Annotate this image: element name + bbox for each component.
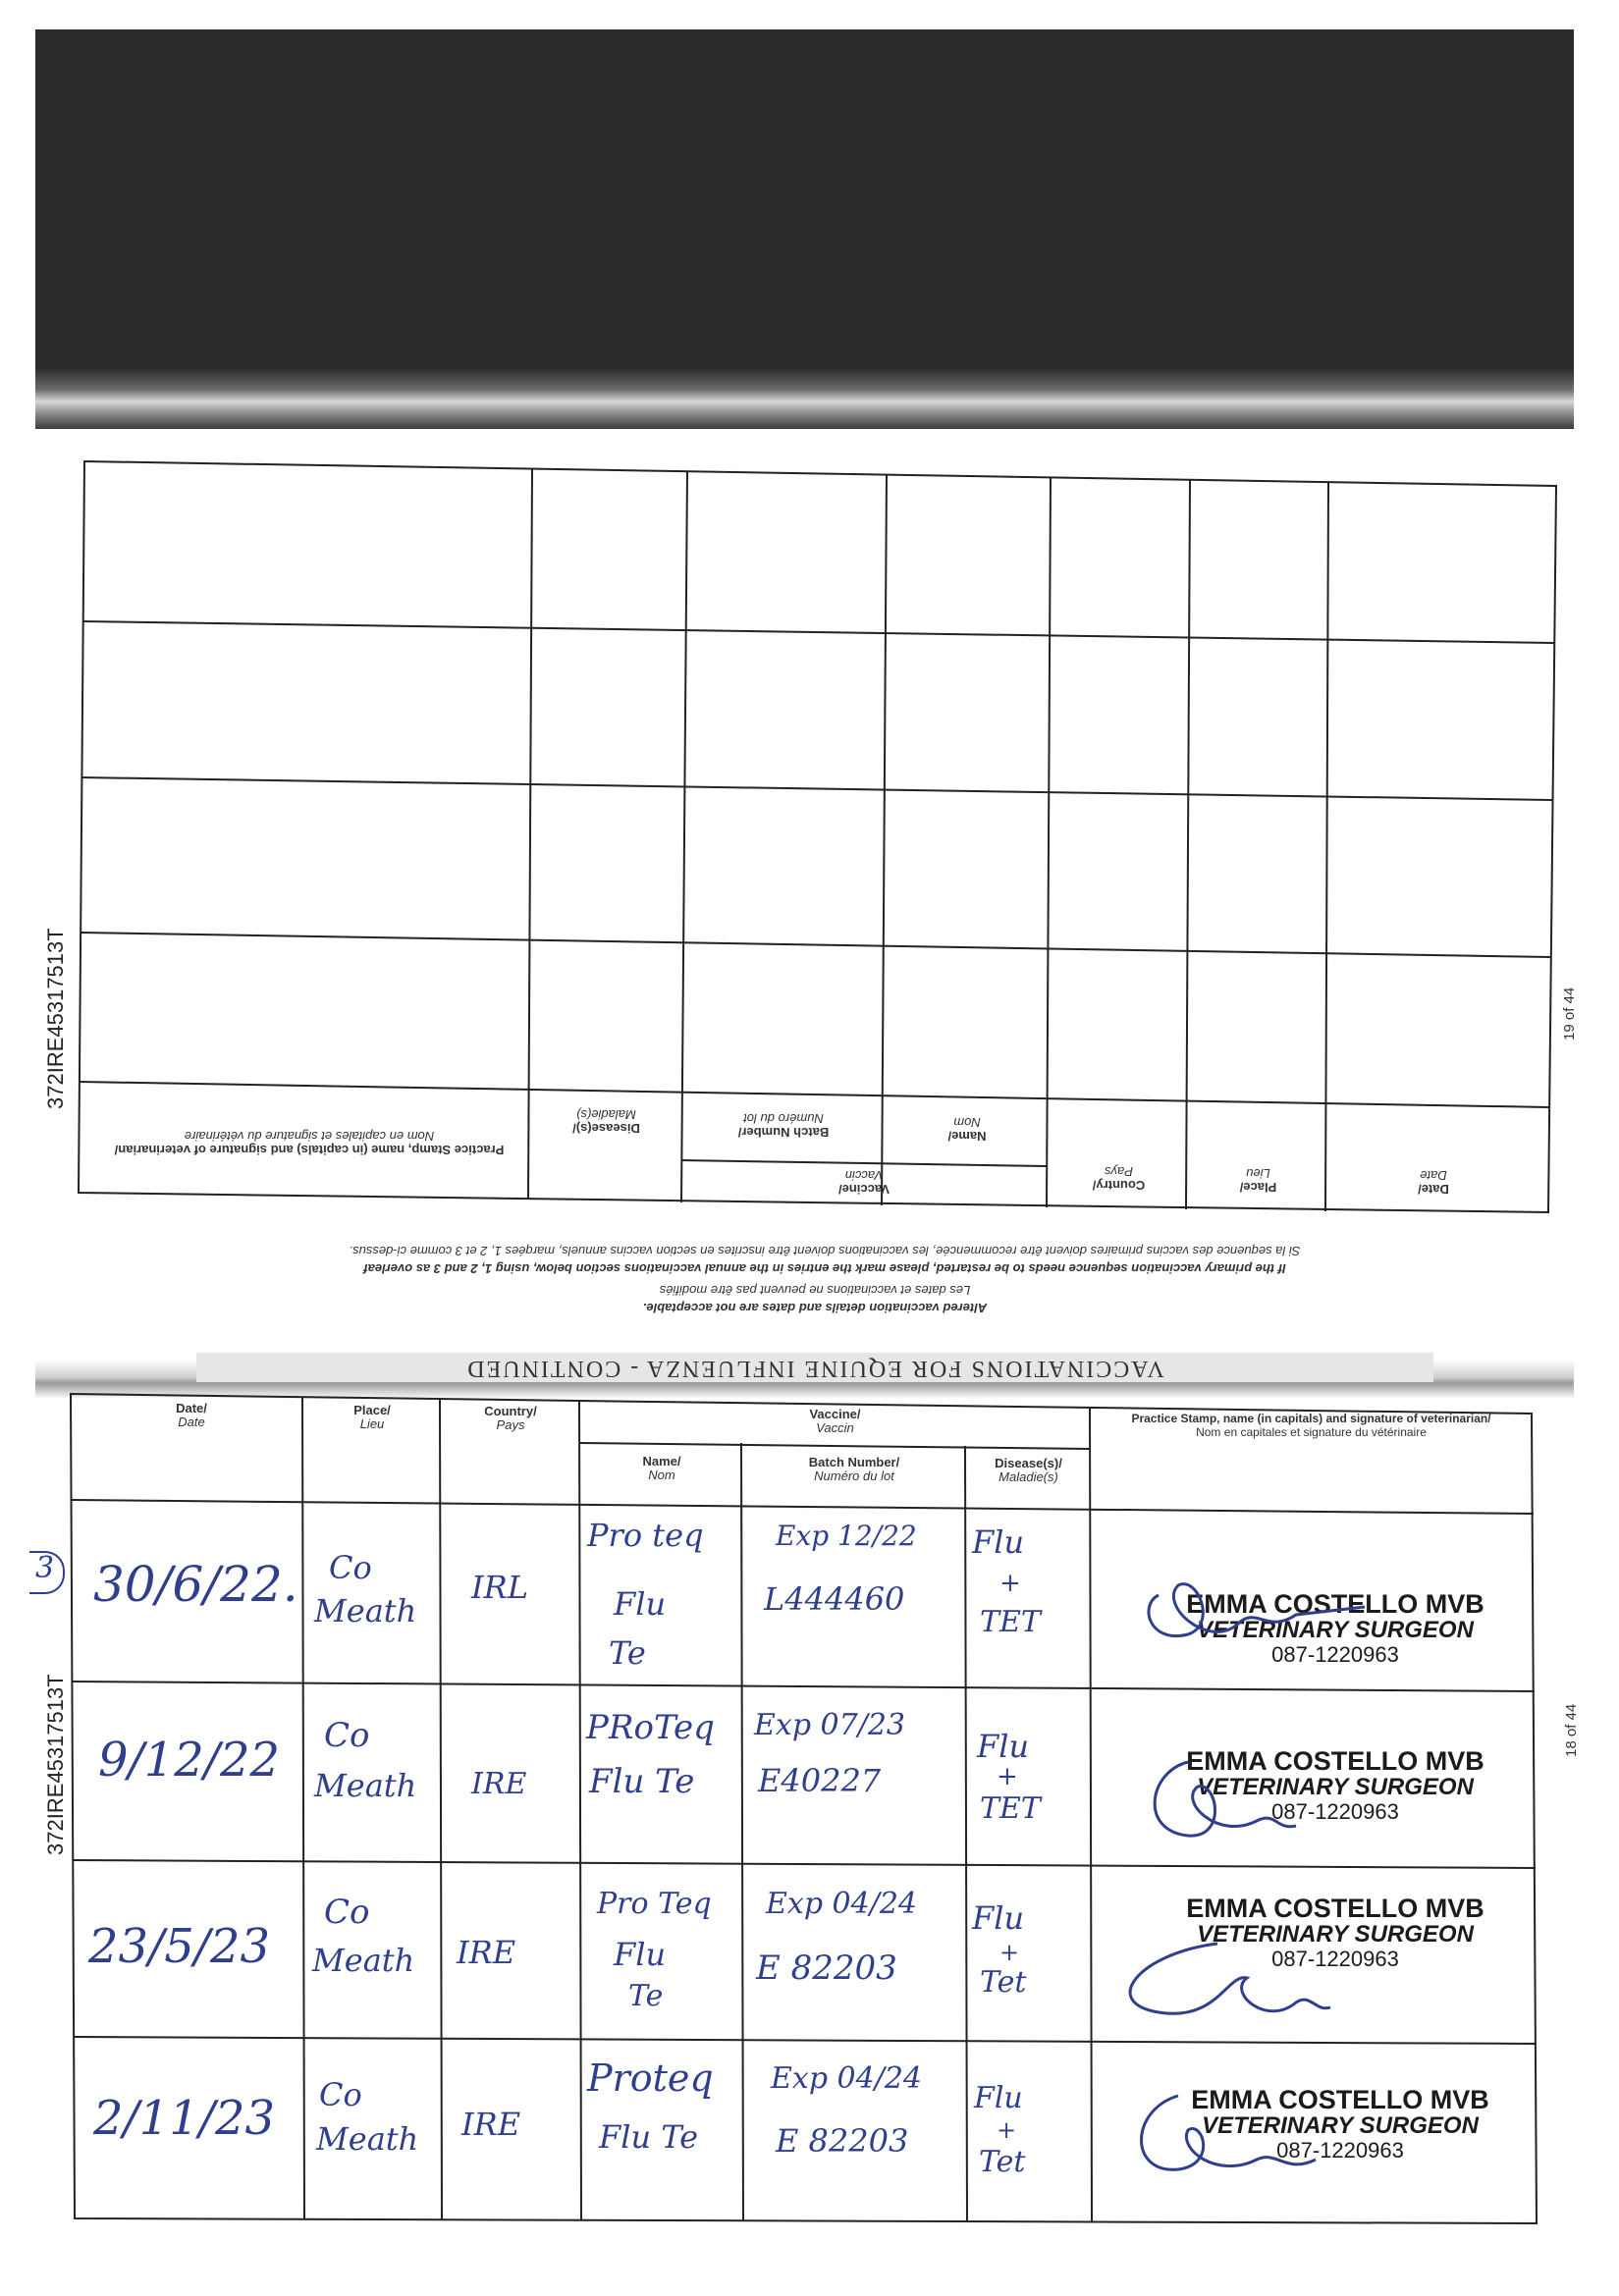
row-batch-expiry: Exp 07/23 [754, 1708, 906, 1742]
row-place-line1: Co [324, 1893, 370, 1932]
header-vaccine: Vaccine/ Vaccin [809, 1407, 861, 1435]
upper-header-batch: Batch Number/ Numéro du lot [737, 1111, 830, 1140]
row-disease-plus: + [999, 1939, 1020, 1966]
row-place-line2: Meath [314, 1767, 417, 1804]
row-country: IRE [457, 1934, 516, 1971]
page-number-upper: 19 of 44 [1561, 987, 1578, 1041]
upper-header-date: Date/ Date [1418, 1168, 1449, 1197]
row-vaccine-name-line2: Flu Te [599, 2118, 699, 2156]
header-batch: Batch Number/ Numéro du lot [808, 1455, 900, 1483]
vet-stamp: EMMA COSTELLO MVB VETERINARY SURGEON 087-1220963 [1186, 1746, 1484, 1824]
header-place: Place/ Lieu [353, 1403, 391, 1431]
row-date: 30/6/22. [93, 1556, 298, 1613]
row-vaccine-name-line1: PRoTeq [586, 1708, 715, 1747]
row-disease-line3: TET [980, 1605, 1041, 1639]
vet-stamp: EMMA COSTELLO MVB VETERINARY SURGEON 087-1220963 [1186, 1589, 1484, 1667]
reference-top: 372IRE45317513T [43, 928, 68, 1109]
vet-signature [1100, 1934, 1335, 2032]
vet-signature [1109, 2081, 1335, 2189]
row-date: 9/12/22 [98, 1733, 281, 1788]
header-disease: Disease(s)/ Maladie(s) [995, 1456, 1062, 1484]
row-country: IRE [461, 2106, 521, 2143]
row-place-line1: Co [324, 1716, 370, 1755]
vet-stamp: EMMA COSTELLO MVB VETERINARY SURGEON 087-1220963 [1186, 1894, 1484, 1971]
row-date: 23/5/23 [88, 1919, 271, 1974]
row-marker: 3 [35, 1551, 55, 1585]
vet-signature [1129, 1556, 1375, 1654]
reference-bottom: 372IRE45317513T [43, 1674, 68, 1855]
row-place-line2: Meath [316, 2120, 419, 2158]
row-batch-number: L444460 [764, 1580, 905, 1618]
row-country: IRL [471, 1569, 528, 1606]
row-disease-line3: TET [980, 1791, 1041, 1826]
row-vaccine-name-line1: Pro Teq [597, 1887, 712, 1921]
header-stamp: Practice Stamp, name (in capitals) and signature of veterinarian/ Nom en capitales et signature du vétérinaire [1131, 1412, 1491, 1439]
row-date: 2/11/23 [93, 2091, 276, 2146]
section-title: VACCINATIONS FOR EQUINE INFLUENZA - CONTINUED [465, 1356, 1164, 1381]
row-disease-plus: + [999, 1569, 1021, 1598]
row-disease-plus: + [997, 1762, 1018, 1791]
row-place-line1: Co [329, 1549, 372, 1586]
row-batch-expiry: Exp 04/24 [771, 2061, 923, 2096]
row-vaccine-name-line3: Te [609, 1634, 646, 1672]
row-vaccine-name-line2: Flu Te [589, 1762, 695, 1801]
upper-altered-note: Altered vaccination details and dates are not acceptable. Les dates et vaccinations ne peuvent pas être modifiés [642, 1283, 988, 1315]
row-disease-plus: + [997, 2116, 1017, 2144]
lower-page [0, 1306, 1619, 2296]
upper-header-place: Place/ Lieu [1239, 1166, 1277, 1195]
row-batch-expiry: Exp 04/24 [766, 1887, 918, 1921]
row-batch-number: E 82203 [776, 2122, 909, 2160]
row-disease-line1: Flu [974, 2081, 1023, 2115]
row-disease-line1: Flu [972, 1899, 1025, 1937]
row-batch-expiry: Exp 12/22 [776, 1520, 917, 1552]
header-name: Name/ Nom [642, 1454, 681, 1482]
page-number-lower: 18 of 44 [1563, 1703, 1580, 1757]
upper-header-disease: Disease(s)/ Maladie(s) [572, 1107, 640, 1136]
row-place-line1: Co [319, 2076, 362, 2113]
vet-stamp: EMMA COSTELLO MVB VETERINARY SURGEON 087-1220963 [1191, 2085, 1489, 2163]
row-place-line2: Meath [314, 1592, 417, 1629]
row-disease-line3: Tet [979, 2145, 1026, 2179]
vet-signature [1129, 1742, 1306, 1850]
row-disease-line1: Flu [972, 1523, 1025, 1561]
row-vaccine-name-line2: Flu [614, 1936, 667, 1973]
upper-header-country: Country/ Pays [1092, 1164, 1146, 1193]
row-disease-line3: Tet [980, 1965, 1027, 2000]
header-country: Country/ Pays [484, 1404, 537, 1432]
row-country: IRE [471, 1767, 527, 1801]
row-vaccine-name-line2: Flu [614, 1585, 667, 1623]
row-vaccine-name-line1: Proteq [587, 2056, 714, 2100]
row-vaccine-name-line3: Te [628, 1979, 664, 2013]
upper-header-vaccine: Vaccine/ Vaccin [837, 1168, 890, 1197]
row-place-line2: Meath [312, 1942, 415, 1979]
row-disease-line1: Flu [977, 1728, 1030, 1765]
header-date: Date/ Date [176, 1401, 207, 1429]
upper-header-name: Name/ Nom [947, 1115, 987, 1144]
upper-restart-note: If the primary vaccination sequence needs to be restarted, please mark the entries in the annual vaccinations section below, using 1, 2 and 3 as overleaf Si la sequence des vaccins primaires doivent être recommencée, les vaccinations doivent être inscrites en section vaccins annuels, marqées 1, 2 et 3 comme ci-dessus. [349, 1244, 1301, 1276]
row-batch-number: E 82203 [756, 1949, 897, 1988]
upper-header-stamp: Practice Stamp, name (in capitals) and signature of veterinarian/ Nom en capitales et signature du vétérinaire [114, 1129, 505, 1157]
row-batch-number: E40227 [758, 1762, 882, 1799]
row-vaccine-name-line1: Pro teq [587, 1517, 704, 1554]
